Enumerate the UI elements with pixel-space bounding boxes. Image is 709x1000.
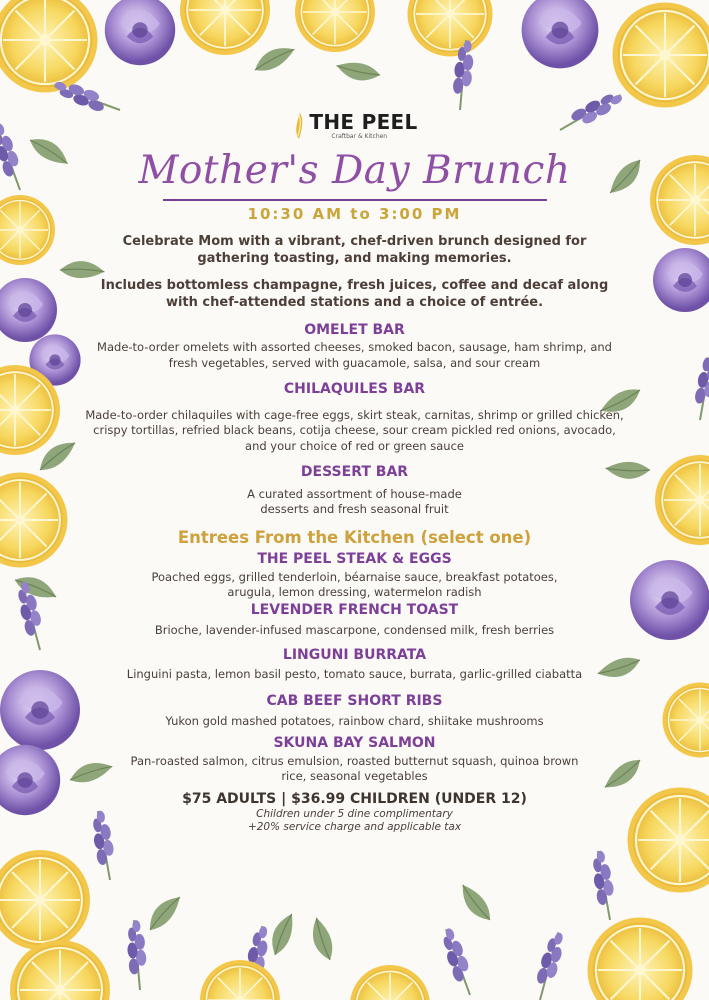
entree-desc-salmon: Pan-roasted salmon, citrus emulsion, roasted butternut squash, quinoa brown rice, seasonal vegetables <box>130 753 579 784</box>
entree-desc-burrata: Linguini pasta, lemon basil pesto, tomato sauce, burrata, garlic-grilled ciabatta <box>126 667 583 682</box>
entrees-heading: Entrees From the Kitchen (select one) <box>177 527 532 547</box>
entree-desc-french-toast: Brioche, lavender-infused mascarpone, condensed milk, fresh berries <box>154 623 555 638</box>
entree-desc-steak-eggs: Poached eggs, grilled tenderloin, béarnaise sauce, breakfast potatoes, arugula, lemon dressing, watermelon radish <box>151 569 558 599</box>
station-desc-omelet: Made-to-order omelets with assorted cheeses, smoked bacon, sausage, ham shrimp, and fresh vegetables, served with guacamole, salsa, and sour cream <box>97 340 612 370</box>
pricing-note-service: +20% service charge and applicable tax <box>247 821 462 834</box>
entree-title-short-ribs: CAB BEEF SHORT RIBS <box>266 692 443 709</box>
station-title-chilaquiles: CHILAQUILES BAR <box>283 381 426 398</box>
logo <box>95 106 614 146</box>
station-desc-dessert: A curated assortment of house-made desserts and fresh seasonal fruit <box>247 486 462 517</box>
entree-desc-short-ribs: Yukon gold mashed potatoes, rainbow chard, shiitake mushrooms <box>165 713 544 728</box>
title-divider <box>163 199 547 201</box>
lemon-peel-logo-icon <box>291 112 305 140</box>
event-title: Mother's Day Brunch <box>138 148 571 193</box>
entree-title-steak-eggs: THE PEEL STEAK & EGGS <box>257 550 452 567</box>
entree-title-burrata: LINGUNI BURRATA <box>282 646 427 663</box>
station-title-omelet: OMELET BAR <box>304 321 405 338</box>
brand-name: THE PEEL <box>309 110 418 134</box>
pricing: $75 ADULTS | $36.99 CHILDREN (UNDER 12) <box>182 790 527 807</box>
intro-paragraph-1: Celebrate Mom with a vibrant, chef-driven brunch designed for gathering toasting, and making memories. <box>122 233 587 267</box>
entree-title-salmon: SKUNA BAY SALMON <box>273 734 436 751</box>
intro-paragraph-2: Includes bottomless champagne, fresh juices, coffee and decaf along with chef-attended stations and a choice of entrée. <box>100 278 609 311</box>
entree-title-french-toast: LEVENDER FRENCH TOAST <box>250 602 459 619</box>
station-desc-chilaquiles: Made-to-order chilaquiles with cage-free eggs, skirt steak, carnitas, shrimp or grilled chicken, crispy tortillas, refried black beans, cotija cheese, sour cream pickled red onions, avocado, and your choice of red or green sauce <box>85 407 624 453</box>
brand-tagline: Craftbar & Kitchen <box>331 133 388 140</box>
pricing-note-children: Children under 5 dine complimentary <box>256 807 453 820</box>
event-time: 10:30 AM to 3:00 PM <box>247 204 462 223</box>
menu-content <box>85 106 624 835</box>
station-title-dessert: DESSERT BAR <box>300 464 409 481</box>
